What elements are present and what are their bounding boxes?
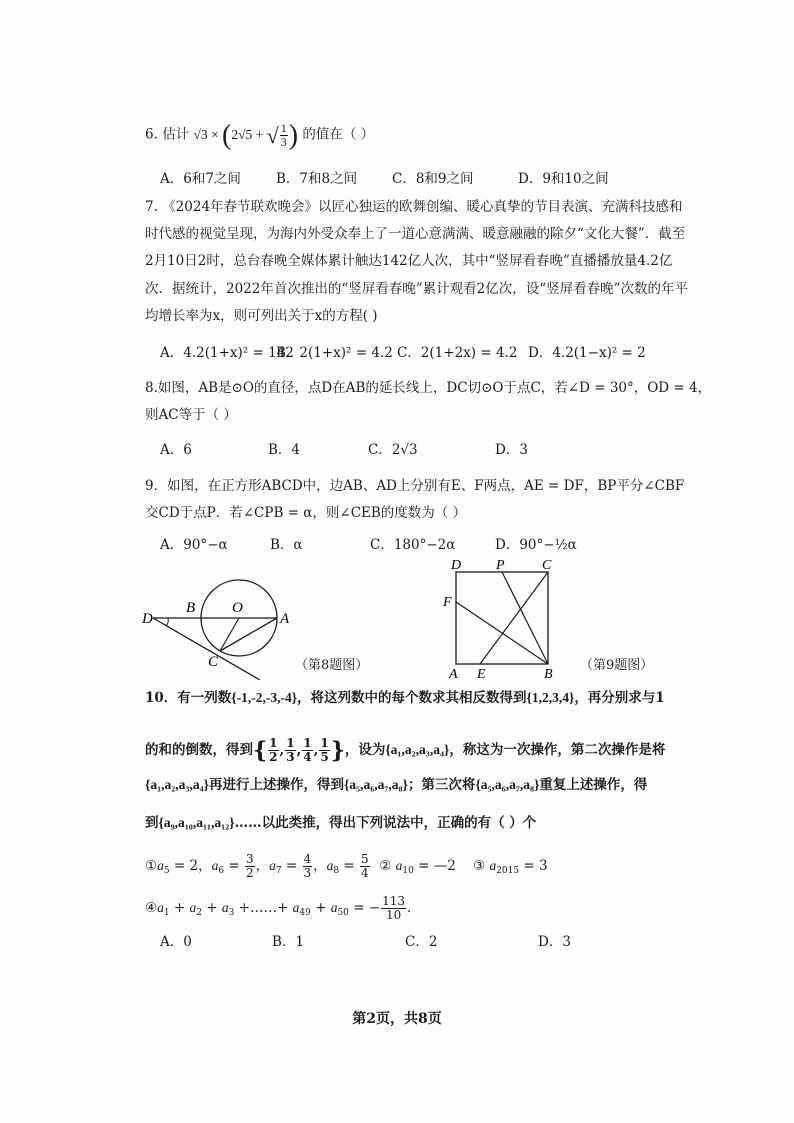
q9-option-a: A．90°−α (160, 537, 228, 553)
fig8-chord-ac (220, 618, 277, 651)
q8-option-a: A．6 (160, 442, 192, 458)
fig8-label-a: A (280, 611, 290, 627)
fig8-angle-mark (166, 618, 168, 626)
q10-line-1: 10．有一列数{-1,-2,-3,-4}，将这列数中的每个数求其相反数得到{1,2,3,4}，再分别求与1 (145, 690, 665, 706)
q10-option-b: B．1 (272, 934, 305, 950)
q10-option-c: C．2 (405, 934, 438, 950)
q9-option-b: B．α (270, 537, 303, 553)
q8-option-c: C．2√3 (368, 442, 418, 458)
q7-option-b: B．2(1+x)² = 4.2 (276, 345, 393, 361)
q8-option-d: D．3 (495, 442, 528, 458)
q8-option-b: B．4 (268, 442, 301, 458)
fig8-label-c: C (208, 654, 219, 670)
q6-stem: 6. 估计 √3 × (2√5 + √ $\frac{1}{3}$ ) 的值在（ ） (145, 119, 375, 151)
q10-statement-4: $④a_1 + a_2 + a_3$ +……+ $a_{49} + a_{50}$ = − $\frac{113}{10}$ ． (145, 894, 421, 922)
fig9-square (456, 572, 548, 664)
fig9-label-c: C (542, 558, 552, 573)
q7-line-2: 时代感的视觉呈现，为海内外受众奉上了一道心意满满、暖意融融的除夕“文化大餐”．截至 (145, 226, 686, 242)
q10-statements-1-3: $①a_5 = 2$，$a_6$ = $\frac{3}{2}$ ，$a_7$ = $\frac{4}{3}$ ，$a_8$ = $\frac{5}{4}$ ② $a_{10}$ = —2 ③ $a_{2015} = 3$ (145, 852, 548, 880)
q8-line-2: 则AC等于（ ） (145, 407, 237, 423)
q9-line-1: 9．如图，在正方形ABCD中，边AB、AD上分别有E、F两点，AE = DF，BP平分∠CBF (145, 478, 685, 494)
q9-option-c: C．180°−2α (370, 537, 456, 553)
q10-line-2: 的和的倒数，得到{ $\frac{1}{2}$ , $\frac{1}{3}$ , $\frac{1}{4}$ , $\frac{1}{5}$ }，设为{a₁,a₂,a₃,a₄}，称这为一次操作，第二次操作是将 (145, 736, 666, 764)
fig9-line-ec (480, 572, 548, 664)
q9-line-2: 交CD于点P．若∠CPB = α，则∠CEB的度数为（ ） (145, 505, 467, 521)
fig9-label-a: A (449, 667, 458, 682)
fig8-label-o: O (232, 600, 243, 616)
fig9-label-d: D (451, 558, 462, 573)
fig8-label-b: B (186, 600, 196, 616)
q6-option-a: A．6和7之间 (160, 171, 241, 187)
fig9-line-fb (456, 602, 548, 664)
figure-8-diagram (140, 570, 300, 680)
q10-line-4: 到{a₉,a₁₀,a₁₁,a₁₂}……以此类推，得出下列说法中，正确的有（ ）个 (145, 815, 537, 831)
q7-line-4: 次．据统计，2022年首次推出的“竖屏看春晚”累计观看2亿次，设“竖屏看春晚”次数的年平 (145, 281, 689, 297)
q7-line-1: 7. 《2024年春节联欢晚会》以匠心独运的欧舞创编、暖心真挚的节目表演、充满科技感和 (145, 199, 683, 215)
fig9-label-e: E (477, 667, 486, 682)
q10-option-a: A．0 (160, 934, 192, 950)
q10-option-d: D．3 (538, 934, 571, 950)
figure-9-caption: （第9题图） (580, 658, 654, 673)
fig8-label-d: D (142, 611, 153, 627)
fig9-label-p: P (496, 558, 505, 573)
page-footer: 第2页，共8页 (352, 1011, 442, 1027)
q6-option-b: B．7和8之间 (276, 171, 358, 187)
q9-option-d: D．90°−½α (495, 537, 577, 553)
q7-option-d: D．4.2(1−x)² = 2 (528, 345, 646, 361)
q6-option-d: D．9和10之间 (518, 171, 609, 187)
q10-line-3: {a₁,a₂,a₃,a₄}再进行上述操作，得到{a₅,a₆,a₇,a₈}；第三次将{a₅,a₆,a₇,a₈}重复上述操作，得 (145, 777, 648, 793)
fig8-tangent-dc (153, 618, 260, 680)
q7-line-5: 均增长率为x，则可列出关于x的方程( ) (145, 308, 378, 324)
fig9-label-f: F (443, 595, 452, 610)
figure-8-caption: （第8题图） (295, 658, 369, 673)
q7-option-c: C．2(1+2x) = 4.2 (397, 345, 518, 361)
figure-9-diagram (440, 558, 570, 682)
q7-option-a: A．4.2(1+x)² = 142 (160, 345, 294, 361)
q8-line-1: 8.如图，AB是⊙O的直径，点D在AB的延长线上，DC切⊙O于点C，若∠D = 30°，OD = 4， (145, 380, 712, 396)
fig9-label-b: B (544, 667, 553, 682)
q7-line-3: 2月10日2时，总台春晚全媒体累计触达142亿人次，其中“竖屏看春晚”直播播放量4.2亿 (145, 253, 673, 269)
fig9-line-pb (502, 572, 548, 664)
q6-option-c: C．8和9之间 (392, 171, 474, 187)
